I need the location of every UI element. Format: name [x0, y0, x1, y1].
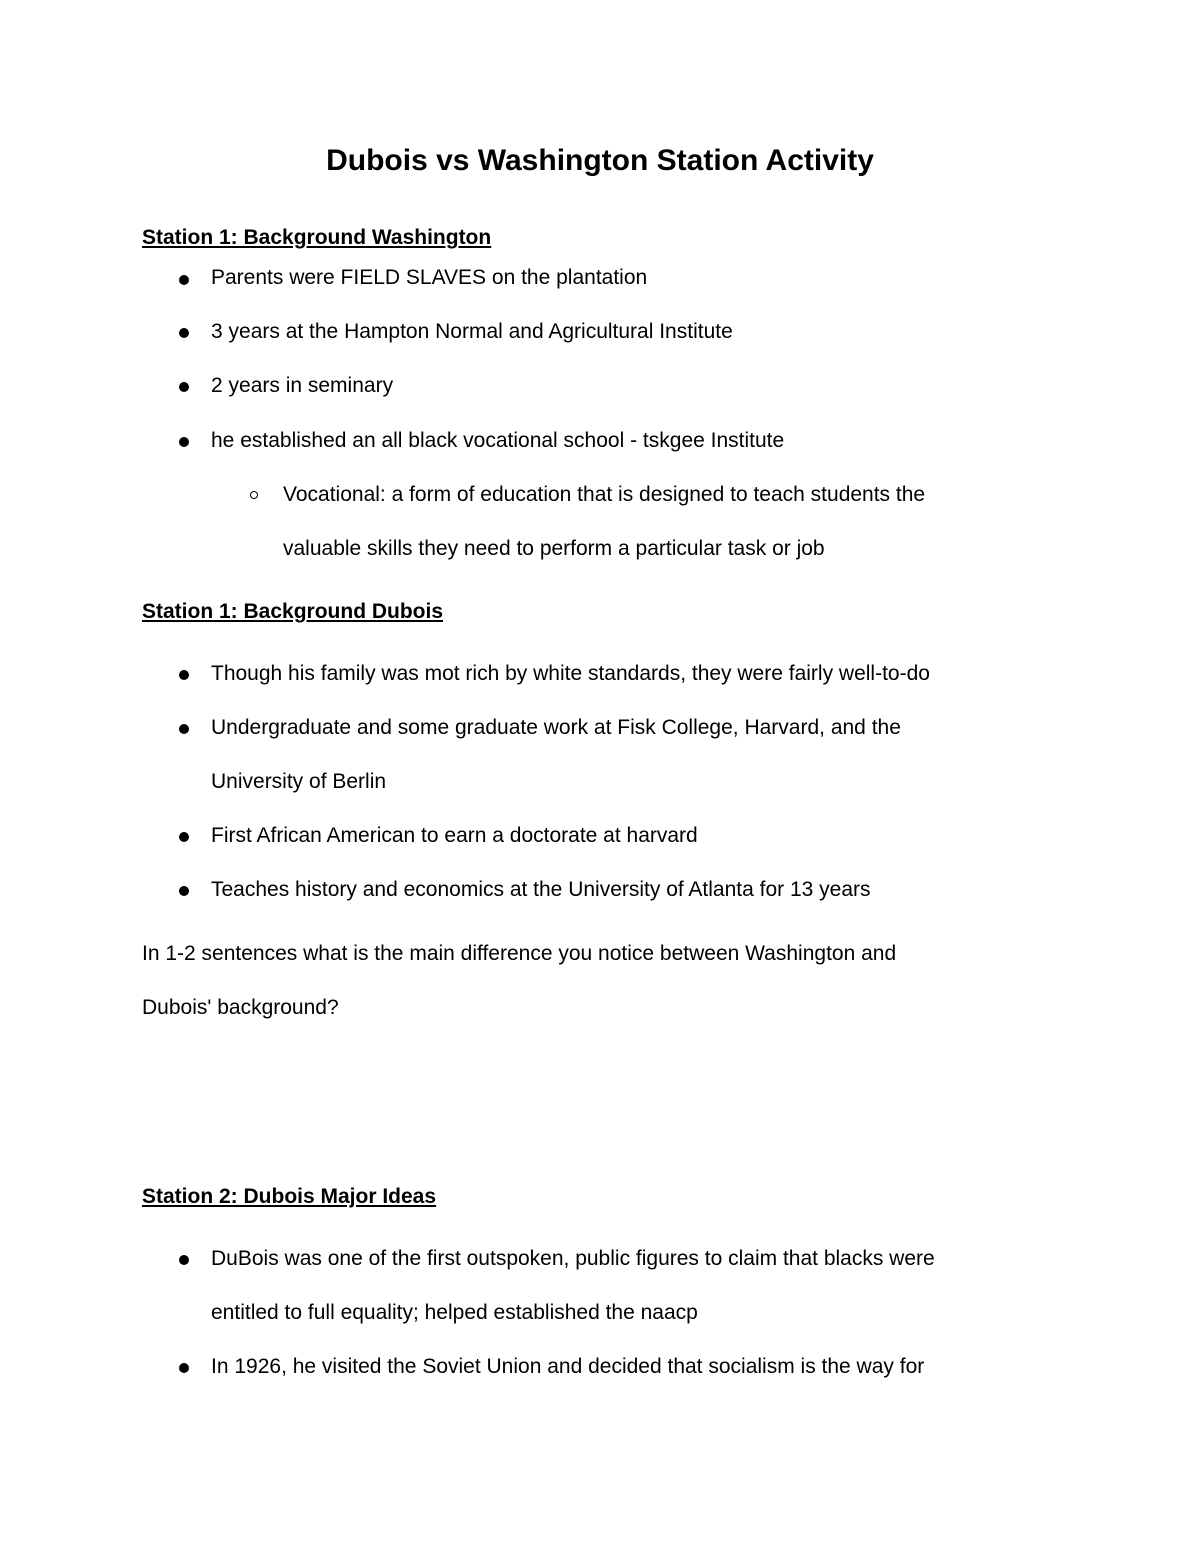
list-item: 3 years at the Hampton Normal and Agricultural Institute: [211, 320, 733, 343]
sub-list-item: Vocational: a form of education that is designed to teach students the: [283, 483, 926, 506]
question-text-continuation: Dubois' background?: [142, 996, 339, 1019]
bullet-dot: [179, 382, 189, 392]
sub-list-item-continuation: valuable skills they need to perform a particular task or job: [283, 537, 825, 560]
list-item: 2 years in seminary: [211, 374, 394, 397]
bullet-dot: [179, 832, 189, 842]
bullet-dot: [179, 328, 189, 338]
bullet-dot: [179, 670, 189, 680]
section-heading-background-washington: Station 1: Background Washington: [142, 226, 492, 249]
bullet-dot: [179, 275, 189, 285]
list-item: Though his family was mot rich by white standards, they were fairly well-to-do: [211, 662, 930, 685]
list-item: Undergraduate and some graduate work at Fisk College, Harvard, and the: [211, 716, 901, 739]
section-heading-dubois-major-ideas: Station 2: Dubois Major Ideas: [142, 1185, 437, 1208]
bullet-dot: [179, 1363, 189, 1373]
question-text: In 1-2 sentences what is the main difference you notice between Washington and: [142, 942, 897, 965]
list-item: DuBois was one of the first outspoken, public figures to claim that blacks were: [211, 1247, 935, 1270]
bullet-dot: [179, 886, 189, 896]
bullet-dot: [179, 724, 189, 734]
document-title: Dubois vs Washington Station Activity: [326, 144, 874, 177]
list-item: Teaches history and economics at the University of Atlanta for 13 years: [211, 878, 871, 901]
section-heading-background-dubois: Station 1: Background Dubois: [142, 600, 444, 623]
list-item: In 1926, he visited the Soviet Union and decided that socialism is the way for: [211, 1355, 925, 1378]
bullet-dot: [179, 437, 189, 447]
list-item: he established an all black vocational school - tskgee Institute: [211, 429, 785, 452]
list-item: First African American to earn a doctorate at harvard: [211, 824, 698, 847]
list-item-continuation: University of Berlin: [211, 770, 387, 793]
bullet-dot: [179, 1255, 189, 1265]
list-item-continuation: entitled to full equality; helped established the naacp: [211, 1301, 698, 1324]
list-item: Parents were FIELD SLAVES on the plantation: [211, 266, 648, 289]
sub-bullet-circle: [250, 491, 258, 499]
